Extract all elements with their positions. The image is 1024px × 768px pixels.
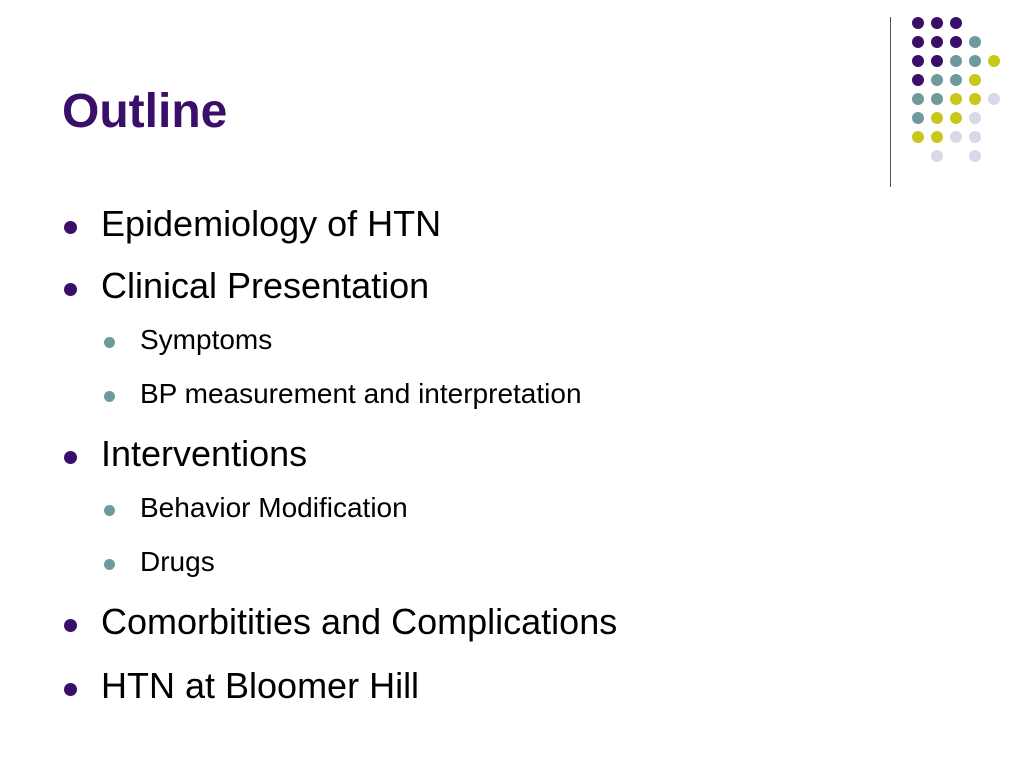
slide-title: Outline [62, 85, 228, 138]
decor-dot-teal [969, 36, 981, 48]
decor-dot-teal [950, 55, 962, 67]
decor-dot-purple [931, 36, 943, 48]
decor-dot-lavender [988, 93, 1000, 105]
bullet-item-level1: Epidemiology of HTN [101, 203, 442, 244]
bullet-item-level2: Drugs [140, 546, 215, 577]
decor-dot-yellow [950, 112, 962, 124]
bullet-marker-level1 [64, 221, 77, 234]
bullet-marker-level2 [104, 337, 115, 348]
bullet-marker-level2 [104, 505, 115, 516]
decor-dot-teal [950, 74, 962, 86]
bullet-marker-level1 [64, 683, 77, 696]
decor-dot-lavender [950, 131, 962, 143]
decor-dot-lavender [931, 150, 943, 162]
decor-dot-lavender [969, 150, 981, 162]
bullet-marker-level1 [64, 619, 77, 632]
bullet-item-level1: Interventions [101, 433, 308, 474]
decor-dot-lavender [969, 112, 981, 124]
decor-dot-yellow [988, 55, 1000, 67]
decor-dot-teal [912, 93, 924, 105]
decor-dot-teal [931, 74, 943, 86]
decor-dot-yellow [912, 131, 924, 143]
bullet-item-level2: BP measurement and interpretation [140, 378, 582, 409]
bullet-item-level1: Comorbitities and Complications [101, 601, 618, 642]
bullet-item-level1: HTN at Bloomer Hill [101, 665, 420, 706]
bullet-marker-level2 [104, 559, 115, 570]
bullet-marker-level1 [64, 451, 77, 464]
decor-divider-line [890, 17, 891, 187]
decor-dot-yellow [931, 112, 943, 124]
decor-dot-purple [912, 55, 924, 67]
decor-dot-yellow [969, 74, 981, 86]
decor-dot-yellow [950, 93, 962, 105]
decor-dot-purple [912, 17, 924, 29]
decor-dot-purple [912, 74, 924, 86]
bullet-marker-level2 [104, 391, 115, 402]
decor-dot-purple [931, 17, 943, 29]
decor-dot-purple [912, 36, 924, 48]
bullet-item-level2: Behavior Modification [140, 492, 408, 523]
bullet-item-level1: Clinical Presentation [101, 265, 430, 306]
decor-dot-teal [969, 55, 981, 67]
decor-dot-teal [931, 93, 943, 105]
decor-dot-purple [950, 36, 962, 48]
decor-dot-lavender [969, 131, 981, 143]
decor-dot-purple [931, 55, 943, 67]
bullet-marker-level1 [64, 283, 77, 296]
decor-dot-yellow [931, 131, 943, 143]
decor-dot-purple [950, 17, 962, 29]
decor-dot-teal [912, 112, 924, 124]
decor-dot-yellow [969, 93, 981, 105]
bullet-item-level2: Symptoms [140, 324, 273, 355]
